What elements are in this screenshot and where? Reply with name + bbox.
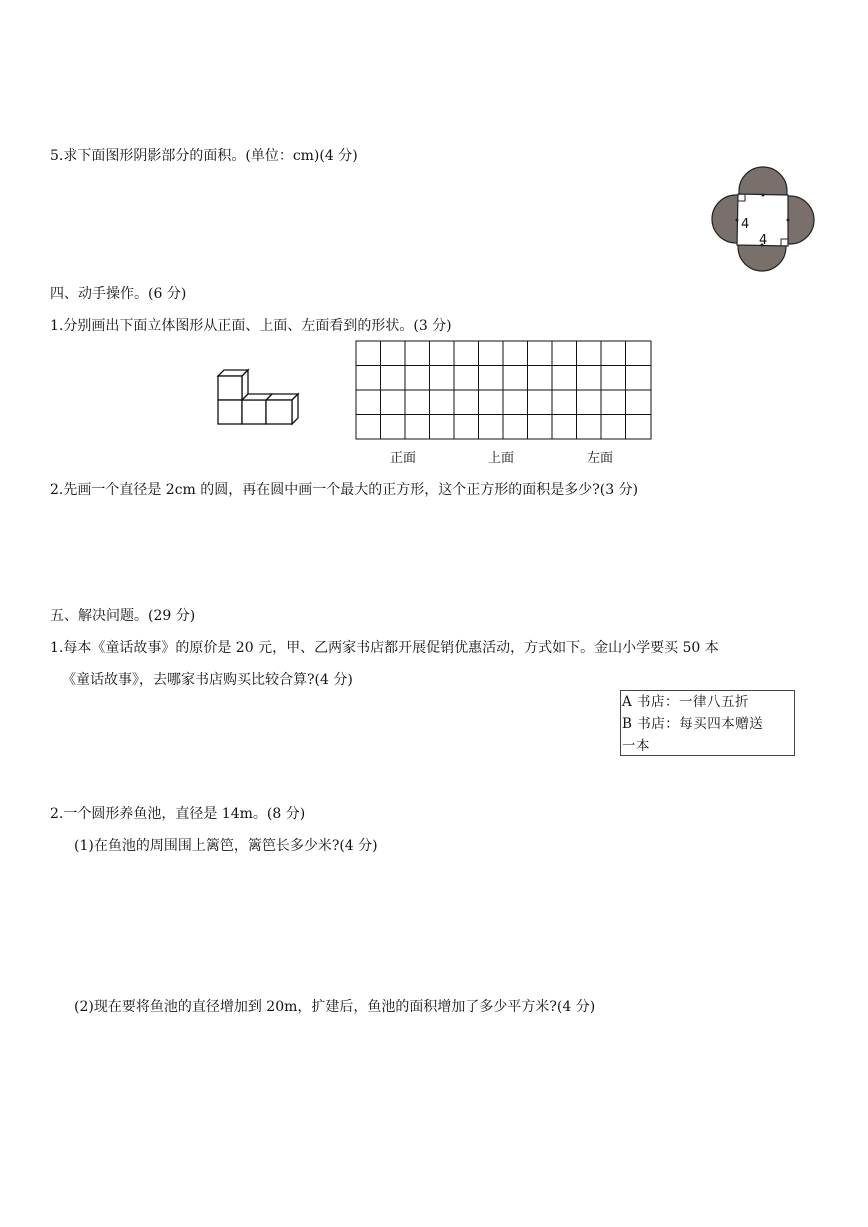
drawing-grid[interactable]: [355, 340, 653, 441]
bookstore-offer-box: [620, 690, 795, 756]
question-5-2-sub2: (2)现在要将鱼池的直径增加到 20m，扩建后，鱼池的面积增加了多少平方米?(4 分): [74, 999, 596, 1015]
question-5-1-line1: 1.每本《童话故事》的原价是 20 元，甲、乙两家书店都开展促销优惠活动，方式如下。金山小学要买 50 本: [50, 640, 719, 656]
grid-label-front: 正面: [390, 451, 417, 466]
shop-a-offer: A 书店：一律八五折: [622, 694, 750, 710]
question-4-1-text: 1.分别画出下面立体图形从正面、上面、左面看到的形状。(3 分): [50, 318, 452, 334]
solid-cubes-figure: [212, 366, 308, 432]
question-5-2-sub1: (1)在鱼池的周围围上篱笆，篱笆长多少米?(4 分): [74, 838, 378, 854]
section-5-title: 五、解决问题。(29 分): [50, 608, 196, 624]
shop-b-offer-line2: 一本: [622, 738, 650, 754]
question-5-1-line2: 《童话故事》，去哪家书店购买比较合算?(4 分): [62, 672, 353, 688]
dimension-label-left: 4: [741, 217, 750, 232]
question-5-text: 5.求下面图形阴影部分的面积。(单位：cm)(4 分): [50, 148, 358, 164]
dimension-label-bottom: 4: [759, 233, 768, 248]
shaded-area-figure: [708, 164, 820, 276]
section-4-title: 四、动手操作。(6 分): [50, 286, 187, 302]
question-4-2-text: 2.先画一个直径是 2cm 的圆，再在圆中画一个最大的正方形，这个正方形的面积是多少?(3 分): [50, 482, 639, 498]
shop-b-offer-line1: B 书店：每买四本赠送: [622, 716, 764, 732]
grid-label-top: 上面: [488, 451, 515, 466]
question-5-2-text: 2.一个圆形养鱼池，直径是 14m。(8 分): [50, 806, 306, 822]
grid-label-left: 左面: [587, 451, 614, 466]
